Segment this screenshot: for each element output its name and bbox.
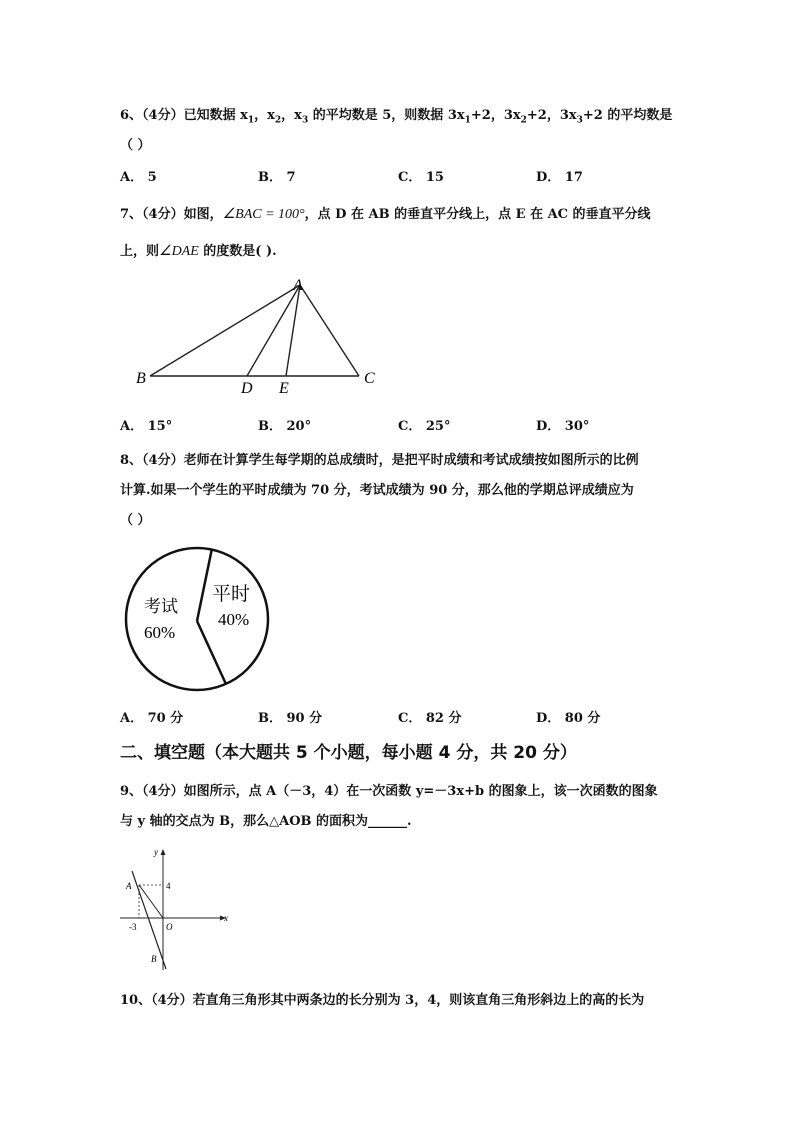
- label-four: 4: [166, 881, 171, 891]
- q8-stem-line2: 计算.如果一个学生的平时成绩为 70 分，考试成绩为 90 分，那么他的学期总评成绩应为: [120, 483, 634, 498]
- pie-label-kaoshi: 考试: [144, 597, 178, 616]
- q8-option-b[interactable]: B． 90 分: [258, 711, 323, 726]
- segment-ad: [247, 285, 300, 376]
- pie-slice-boundary-pingshi: [197, 621, 226, 684]
- q10-stem: 10、（4分）若直角三角形其中两条边的长分别为 3，4，则该直角三角形斜边上的高的长为: [120, 993, 645, 1008]
- angle-dae: ∠DAE: [159, 244, 199, 259]
- q7-option-b[interactable]: B． 20°: [258, 419, 312, 434]
- q8-option-d[interactable]: D． 80 分: [536, 711, 601, 726]
- angle-bac: ∠BAC = 100°: [222, 207, 305, 222]
- q7-stem-line1: 7、（4分）如图，∠BAC = 100°，点 D 在 AB 的垂直平分线上，点 E 在 AC 的垂直平分线: [120, 207, 651, 222]
- label-e: E: [279, 380, 289, 394]
- label-a: A: [293, 277, 303, 294]
- label-b: B: [136, 370, 146, 387]
- q10-number: 10、: [120, 993, 152, 1008]
- label-d: D: [241, 380, 253, 394]
- q8-answer-paren: （ ）: [120, 513, 151, 528]
- q6-points: （4分）: [142, 108, 184, 123]
- segment-ac: [300, 285, 359, 376]
- q8-option-a[interactable]: A． 70 分: [120, 711, 184, 726]
- q8-stem-line1: 8、（4分）老师在计算学生每学期的总成绩时，是把平时成绩和考试成绩按如图所示的比例: [120, 453, 639, 468]
- pie-slice-boundary-kaoshi: [197, 550, 212, 621]
- segment-ae: [286, 285, 300, 376]
- q7-option-a[interactable]: A． 15°: [120, 419, 173, 434]
- q7-stem-line2: 上，则∠DAE 的度数是( ).: [120, 244, 277, 259]
- label-point-a: A: [126, 881, 132, 891]
- pie-value-pingshi: 40%: [218, 610, 250, 629]
- q6-answer-paren: （ ）: [120, 138, 151, 153]
- q9-number: 9、: [120, 784, 143, 799]
- q6-option-c[interactable]: C． 15: [398, 170, 444, 185]
- y-axis-arrow-icon: [161, 849, 166, 855]
- q6-option-a[interactable]: A． 5: [120, 170, 157, 185]
- section-heading-fill-in: 二、填空题（本大题共 5 个小题，每小题 4 分，共 20 分）: [120, 743, 577, 763]
- label-neg3: -3: [129, 922, 137, 932]
- q9-points: （4分）: [142, 784, 184, 799]
- q6-stem: 6、（4分）已知数据 $x_1$，$x_2$，$x_3$ 的平均数是 5，则数据 $3x_1+2$，$3x_2+2$，$3x_3+2$ 的平均数是: [120, 108, 673, 126]
- q7-triangle-figure: [130, 272, 390, 394]
- pie-label-pingshi: 平时: [212, 584, 251, 605]
- segment-ab: [150, 285, 300, 376]
- label-x: x: [224, 913, 228, 923]
- q6-option-b[interactable]: B． 7: [258, 170, 296, 185]
- q8-option-c[interactable]: C． 82 分: [398, 711, 462, 726]
- q9-stem-line1: 9、（4分）如图所示，点 A（－3，4）在一次函数 y=－3x+b 的图象上，该一次函数的图象: [120, 784, 658, 799]
- q8-points: （4分）: [142, 453, 184, 468]
- q8-pie-chart: [115, 540, 280, 695]
- pie-value-kaoshi: 60%: [144, 623, 176, 642]
- q9-stem-line2: 与 y 轴的交点为 B，那么△AOB 的面积为______.: [120, 814, 412, 829]
- label-origin: O: [166, 922, 173, 932]
- q7-option-c[interactable]: C． 25°: [398, 419, 451, 434]
- q6-option-d[interactable]: D． 17: [536, 170, 583, 185]
- function-line: [132, 871, 166, 969]
- label-point-b: B: [151, 954, 157, 964]
- label-y: y: [154, 847, 158, 857]
- q7-option-d[interactable]: D． 30°: [536, 419, 590, 434]
- q7-points: （4分）: [142, 207, 184, 222]
- q10-points: （4分）: [151, 993, 193, 1008]
- q9-coordinate-figure: [118, 843, 238, 973]
- q8-number: 8、: [120, 453, 143, 468]
- label-c: C: [364, 370, 375, 387]
- q7-number: 7、: [120, 207, 143, 222]
- q6-number: 6、: [120, 108, 143, 123]
